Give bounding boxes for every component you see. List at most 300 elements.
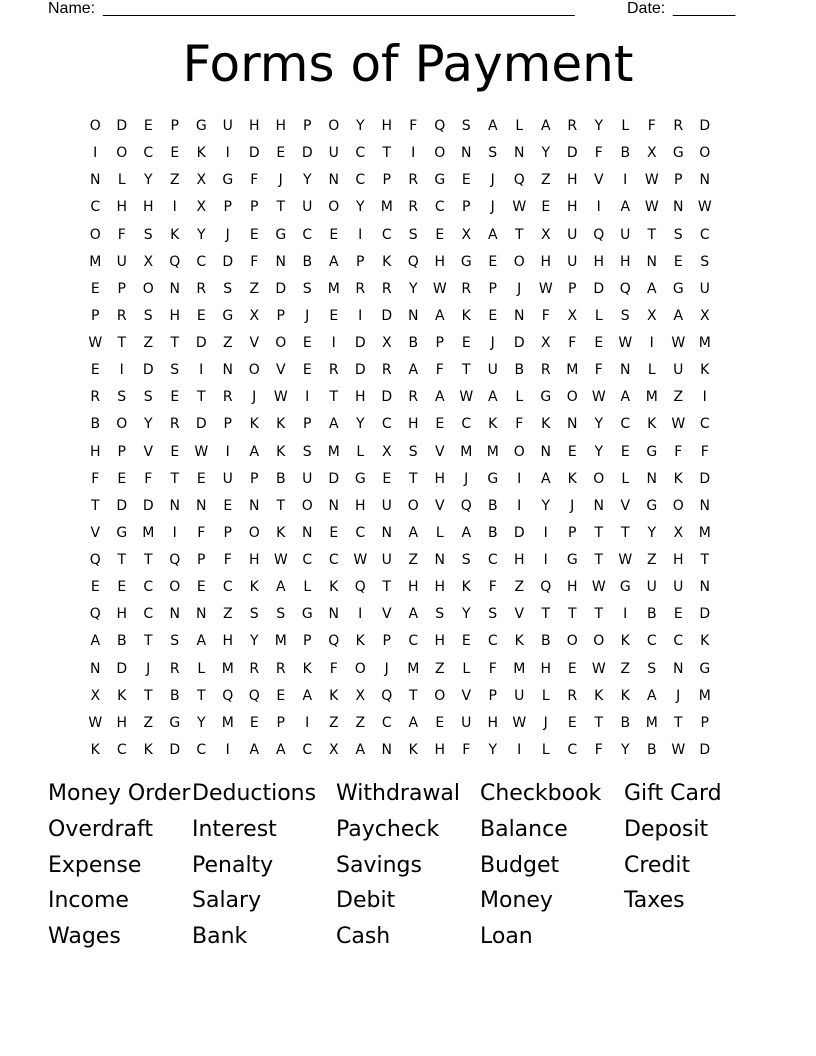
grid-letter: T bbox=[196, 687, 206, 704]
grid-letter: E bbox=[541, 199, 551, 216]
grid-letter: E bbox=[567, 443, 577, 460]
grid-letter: Z bbox=[646, 552, 657, 569]
grid-letter: W bbox=[591, 579, 606, 596]
grid-letter: O bbox=[275, 335, 287, 352]
grid-letter: P bbox=[674, 172, 683, 189]
grid-letter: K bbox=[514, 633, 524, 650]
grid-letter: E bbox=[329, 524, 339, 541]
grid-letter: C bbox=[620, 416, 631, 433]
grid-letter: N bbox=[275, 253, 286, 270]
grid-letter: D bbox=[513, 524, 525, 541]
grid-letter: K bbox=[673, 470, 683, 487]
grid-letter: W bbox=[591, 389, 606, 406]
grid-letter: M bbox=[698, 335, 711, 352]
grid-letter: X bbox=[196, 199, 207, 216]
grid-letter: W bbox=[432, 280, 447, 297]
grid-letter: U bbox=[567, 226, 578, 243]
grid-letter: F bbox=[515, 416, 524, 433]
grid-letter: U bbox=[381, 552, 392, 569]
grid-letter: O bbox=[89, 226, 101, 243]
grid-letter: H bbox=[540, 660, 552, 677]
grid-letter: G bbox=[460, 253, 472, 270]
grid-letter: L bbox=[117, 172, 126, 189]
grid-letter: O bbox=[566, 389, 578, 406]
grid-letter: K bbox=[700, 633, 710, 650]
grid-row bbox=[82, 574, 734, 601]
grid-letter: B bbox=[275, 470, 286, 487]
grid-letter: E bbox=[435, 226, 445, 243]
grid-letter: O bbox=[328, 199, 340, 216]
grid-letter: Y bbox=[461, 606, 471, 623]
grid-letter: D bbox=[142, 362, 154, 379]
grid-letter: D bbox=[301, 145, 313, 162]
grid-letter: F bbox=[541, 307, 550, 324]
grid-letter: G bbox=[672, 145, 684, 162]
grid-letter: T bbox=[117, 335, 127, 352]
grid-letter: W bbox=[591, 660, 606, 677]
grid-letter: A bbox=[328, 416, 339, 433]
grid-letter: D bbox=[699, 606, 711, 623]
grid-letter: H bbox=[89, 443, 101, 460]
grid-letter: P bbox=[223, 524, 232, 541]
grid-letter: V bbox=[275, 362, 286, 379]
date-blank-line: _______ bbox=[673, 0, 736, 17]
grid-letter: E bbox=[302, 362, 312, 379]
grid-letter: O bbox=[169, 579, 181, 596]
grid-letter: H bbox=[142, 199, 154, 216]
grid-letter: L bbox=[515, 389, 524, 406]
grid-letter: R bbox=[196, 280, 207, 297]
grid-letter: J bbox=[676, 687, 681, 704]
grid-letter: I bbox=[93, 145, 98, 162]
grid-letter: E bbox=[461, 633, 471, 650]
grid-letter: N bbox=[461, 145, 472, 162]
grid-letter: W bbox=[512, 199, 527, 216]
grid-letter: F bbox=[594, 362, 603, 379]
grid-letter: C bbox=[143, 145, 154, 162]
grid-letter: C bbox=[699, 226, 710, 243]
grid-letter: X bbox=[540, 335, 551, 352]
grid-letter: P bbox=[250, 470, 259, 487]
grid-letter: Q bbox=[89, 552, 101, 569]
grid-letter: O bbox=[434, 145, 446, 162]
grid-letter: A bbox=[540, 118, 551, 135]
grid-letter: W bbox=[644, 199, 659, 216]
grid-letter: D bbox=[699, 118, 711, 135]
grid-letter: I bbox=[305, 389, 310, 406]
grid-letter: J bbox=[305, 307, 310, 324]
grid-letter: F bbox=[594, 145, 603, 162]
grid-letter: Z bbox=[328, 714, 339, 731]
grid-letter: W bbox=[618, 335, 633, 352]
grid-letter: K bbox=[541, 416, 551, 433]
word-list-item: Gift Card bbox=[624, 781, 722, 806]
grid-letter: P bbox=[197, 552, 206, 569]
grid-letter: N bbox=[328, 606, 339, 623]
grid-row bbox=[82, 357, 734, 384]
grid-row bbox=[82, 683, 734, 710]
grid-letter: S bbox=[620, 307, 630, 324]
grid-letter: E bbox=[196, 579, 206, 596]
grid-letter: T bbox=[170, 335, 180, 352]
grid-letter: X bbox=[196, 172, 207, 189]
grid-letter: E bbox=[223, 497, 233, 514]
grid-letter: N bbox=[381, 741, 392, 758]
grid-letter: H bbox=[407, 579, 419, 596]
grid-letter: I bbox=[702, 389, 707, 406]
grid-letter: U bbox=[302, 470, 313, 487]
grid-letter: G bbox=[540, 389, 552, 406]
grid-letter: E bbox=[329, 226, 339, 243]
grid-letter: A bbox=[249, 443, 260, 460]
grid-row bbox=[82, 493, 734, 520]
grid-letter: Q bbox=[513, 172, 525, 189]
grid-letter: Q bbox=[381, 687, 393, 704]
grid-letter: K bbox=[408, 741, 418, 758]
grid-letter: X bbox=[646, 307, 657, 324]
grid-letter: G bbox=[195, 118, 207, 135]
grid-letter: A bbox=[408, 714, 419, 731]
grid-letter: K bbox=[700, 362, 710, 379]
grid-row bbox=[82, 601, 734, 628]
grid-letter: W bbox=[671, 335, 686, 352]
grid-letter: U bbox=[328, 145, 339, 162]
grid-letter: N bbox=[328, 497, 339, 514]
word-list-item: Money Order bbox=[48, 781, 191, 806]
grid-letter: A bbox=[355, 741, 366, 758]
grid-letter: O bbox=[407, 497, 419, 514]
grid-letter: D bbox=[169, 741, 181, 758]
grid-letter: I bbox=[119, 362, 124, 379]
grid-letter: F bbox=[117, 226, 126, 243]
grid-letter: L bbox=[647, 362, 656, 379]
grid-letter: N bbox=[567, 416, 578, 433]
grid-letter: E bbox=[382, 470, 392, 487]
word-list-item: Checkbook bbox=[480, 781, 602, 806]
grid-letter: G bbox=[619, 579, 631, 596]
grid-letter: R bbox=[381, 280, 392, 297]
grid-letter: S bbox=[408, 226, 418, 243]
word-list-item: Bank bbox=[192, 924, 248, 950]
grid-letter: E bbox=[488, 307, 498, 324]
grid-letter: N bbox=[90, 660, 101, 677]
grid-letter: A bbox=[275, 579, 286, 596]
grid-letter: Y bbox=[620, 741, 630, 758]
grid-letter: I bbox=[225, 741, 230, 758]
word-list-item: Withdrawal bbox=[336, 781, 461, 806]
grid-letter: H bbox=[354, 389, 366, 406]
grid-letter: Y bbox=[541, 145, 551, 162]
grid-letter: E bbox=[673, 606, 683, 623]
grid-letter: E bbox=[488, 253, 498, 270]
grid-letter: X bbox=[143, 253, 154, 270]
grid-letter: U bbox=[222, 470, 233, 487]
grid-letter: M bbox=[327, 443, 340, 460]
grid-letter: G bbox=[699, 660, 711, 677]
grid-letter: A bbox=[620, 199, 631, 216]
grid-letter: T bbox=[329, 389, 339, 406]
grid-letter: O bbox=[248, 524, 260, 541]
grid-letter: M bbox=[89, 253, 102, 270]
grid-letter: I bbox=[517, 497, 522, 514]
grid-letter: M bbox=[486, 443, 499, 460]
grid-row bbox=[82, 249, 734, 276]
grid-letter: Y bbox=[594, 118, 604, 135]
grid-letter: G bbox=[566, 552, 578, 569]
grid-letter: P bbox=[700, 714, 709, 731]
grid-letter: T bbox=[700, 552, 710, 569]
grid-letter: A bbox=[487, 389, 498, 406]
grid-letter: K bbox=[143, 741, 153, 758]
grid-letter: N bbox=[381, 524, 392, 541]
grid-row bbox=[82, 384, 734, 411]
grid-letter: L bbox=[197, 660, 206, 677]
grid-letter: H bbox=[619, 253, 631, 270]
grid-letter: C bbox=[646, 633, 657, 650]
grid-letter: H bbox=[434, 741, 446, 758]
grid-letter: O bbox=[142, 280, 154, 297]
grid-letter: R bbox=[169, 660, 180, 677]
grid-letter: N bbox=[673, 660, 684, 677]
grid-letter: Q bbox=[89, 606, 101, 623]
grid-letter: C bbox=[487, 552, 498, 569]
grid-letter: N bbox=[646, 253, 657, 270]
grid-letter: H bbox=[566, 199, 578, 216]
grid-letter: K bbox=[276, 443, 286, 460]
grid-letter: B bbox=[540, 633, 551, 650]
grid-letter: T bbox=[594, 552, 604, 569]
grid-letter: D bbox=[248, 145, 260, 162]
word-list-item: Taxes bbox=[624, 888, 685, 914]
grid-letter: T bbox=[276, 497, 286, 514]
grid-letter: D bbox=[566, 145, 578, 162]
grid-letter: Y bbox=[249, 633, 259, 650]
grid-letter: L bbox=[515, 118, 524, 135]
word-list-item: Deductions bbox=[192, 781, 317, 806]
grid-letter: A bbox=[90, 633, 101, 650]
grid-letter: J bbox=[570, 497, 575, 514]
grid-letter: A bbox=[275, 741, 286, 758]
word-list-item: Deposit bbox=[624, 816, 709, 842]
grid-letter: T bbox=[117, 552, 127, 569]
grid-letter: X bbox=[249, 307, 260, 324]
grid-letter: H bbox=[222, 633, 234, 650]
grid-letter: Q bbox=[619, 280, 631, 297]
grid-letter: E bbox=[249, 714, 259, 731]
grid-letter: K bbox=[249, 579, 259, 596]
grid-letter: A bbox=[302, 687, 313, 704]
page-title: Forms of Payment bbox=[182, 35, 634, 93]
grid-letter: K bbox=[329, 687, 339, 704]
grid-letter: Q bbox=[540, 579, 552, 596]
grid-letter: J bbox=[490, 335, 495, 352]
grid-letter: F bbox=[435, 362, 444, 379]
grid-letter: F bbox=[488, 660, 497, 677]
grid-letter: Q bbox=[169, 253, 181, 270]
grid-letter: J bbox=[252, 389, 257, 406]
grid-row bbox=[82, 167, 734, 194]
grid-letter: J bbox=[384, 660, 389, 677]
grid-letter: O bbox=[513, 443, 525, 460]
grid-letter: X bbox=[646, 145, 657, 162]
grid-letter: A bbox=[249, 741, 260, 758]
grid-letter: V bbox=[143, 443, 154, 460]
grid-letter: E bbox=[170, 443, 180, 460]
grid-letter: V bbox=[514, 606, 525, 623]
grid-letter: S bbox=[143, 226, 153, 243]
grid-letter: N bbox=[90, 172, 101, 189]
grid-letter: S bbox=[143, 307, 153, 324]
grid-letter: Q bbox=[460, 497, 472, 514]
grid-letter: S bbox=[143, 389, 153, 406]
grid-letter: Q bbox=[354, 579, 366, 596]
grid-letter: C bbox=[355, 172, 366, 189]
grid-letter: F bbox=[144, 470, 153, 487]
grid-row bbox=[82, 520, 734, 547]
grid-letter: Z bbox=[222, 335, 233, 352]
grid-letter: F bbox=[700, 443, 709, 460]
grid-letter: U bbox=[673, 362, 684, 379]
grid-letter: F bbox=[329, 660, 338, 677]
grid-letter: W bbox=[538, 280, 553, 297]
grid-letter: O bbox=[116, 145, 128, 162]
grid-letter: M bbox=[407, 660, 420, 677]
grid-row bbox=[82, 113, 734, 140]
grid-letter: U bbox=[699, 280, 710, 297]
grid-letter: K bbox=[249, 416, 259, 433]
grid-letter: H bbox=[116, 199, 128, 216]
grid-letter: T bbox=[408, 687, 418, 704]
grid-letter: Z bbox=[673, 389, 684, 406]
grid-letter: F bbox=[197, 524, 206, 541]
grid-letter: P bbox=[435, 335, 444, 352]
grid-letter: P bbox=[462, 199, 471, 216]
grid-letter: C bbox=[381, 416, 392, 433]
grid-letter: G bbox=[301, 606, 313, 623]
grid-letter: K bbox=[594, 687, 604, 704]
word-list-item: Paycheck bbox=[336, 816, 440, 842]
grid-letter: Z bbox=[434, 660, 445, 677]
grid-letter: S bbox=[302, 280, 312, 297]
grid-letter: D bbox=[699, 741, 711, 758]
grid-letter: B bbox=[620, 145, 631, 162]
grid-letter: O bbox=[513, 253, 525, 270]
grid-letter: P bbox=[382, 172, 391, 189]
grid-letter: R bbox=[90, 389, 101, 406]
grid-letter: T bbox=[647, 226, 657, 243]
grid-letter: E bbox=[329, 307, 339, 324]
grid-letter: T bbox=[673, 714, 683, 731]
grid-letter: A bbox=[196, 633, 207, 650]
grid-letter: K bbox=[382, 253, 392, 270]
grid-letter: I bbox=[331, 335, 336, 352]
grid-letter: K bbox=[170, 226, 180, 243]
grid-letter: K bbox=[90, 741, 100, 758]
grid-letter: T bbox=[408, 470, 418, 487]
grid-letter: E bbox=[620, 443, 630, 460]
grid-letter: C bbox=[302, 552, 313, 569]
grid-letter: L bbox=[435, 524, 444, 541]
grid-letter: H bbox=[513, 552, 525, 569]
grid-letter: Q bbox=[593, 226, 605, 243]
word-list-item: Savings bbox=[336, 852, 422, 878]
grid-letter: M bbox=[645, 389, 658, 406]
grid-letter: G bbox=[434, 172, 446, 189]
grid-letter: M bbox=[142, 524, 155, 541]
grid-letter: M bbox=[645, 714, 658, 731]
grid-letter: H bbox=[672, 552, 684, 569]
grid-letter: F bbox=[594, 741, 603, 758]
grid-letter: T bbox=[514, 226, 524, 243]
grid-letter: V bbox=[461, 687, 472, 704]
grid-letter: A bbox=[434, 389, 445, 406]
grid-letter: W bbox=[671, 416, 686, 433]
grid-letter: N bbox=[540, 443, 551, 460]
grid-row bbox=[82, 466, 734, 493]
grid-letter: W bbox=[644, 172, 659, 189]
grid-letter: W bbox=[697, 199, 712, 216]
grid-letter: U bbox=[222, 118, 233, 135]
grid-letter: I bbox=[199, 362, 204, 379]
grid-letter: T bbox=[276, 199, 286, 216]
grid-letter: B bbox=[487, 524, 498, 541]
grid-letter: P bbox=[91, 307, 100, 324]
grid-letter: Z bbox=[540, 172, 551, 189]
grid-letter: E bbox=[170, 389, 180, 406]
grid-letter: R bbox=[408, 199, 419, 216]
grid-letter: I bbox=[305, 714, 310, 731]
grid-letter: K bbox=[117, 687, 127, 704]
grid-letter: I bbox=[172, 524, 177, 541]
grid-letter: M bbox=[221, 660, 234, 677]
grid-letter: J bbox=[490, 199, 495, 216]
grid-letter: D bbox=[381, 389, 393, 406]
grid-letter: F bbox=[223, 552, 232, 569]
date-label: Date: bbox=[627, 0, 666, 17]
grid-letter: F bbox=[250, 253, 259, 270]
grid-letter: R bbox=[408, 172, 419, 189]
grid-letter: N bbox=[222, 362, 233, 379]
grid-letter: J bbox=[517, 280, 522, 297]
grid-letter: A bbox=[646, 280, 657, 297]
grid-letter: I bbox=[623, 172, 628, 189]
grid-letter: X bbox=[328, 741, 339, 758]
word-list-item: Cash bbox=[336, 924, 391, 950]
grid-letter: T bbox=[541, 606, 551, 623]
grid-letter: S bbox=[461, 118, 471, 135]
grid-letter: S bbox=[223, 280, 233, 297]
grid-letter: D bbox=[195, 416, 207, 433]
grid-letter: L bbox=[621, 470, 630, 487]
grid-letter: D bbox=[513, 335, 525, 352]
grid-letter: H bbox=[434, 579, 446, 596]
word-list-item: Loan bbox=[480, 924, 533, 950]
grid-letter: Y bbox=[143, 416, 153, 433]
grid-letter: E bbox=[435, 416, 445, 433]
grid-letter: G bbox=[672, 280, 684, 297]
grid-letter: A bbox=[487, 226, 498, 243]
grid-letter: R bbox=[673, 118, 684, 135]
grid-letter: Q bbox=[407, 253, 419, 270]
grid-letter: O bbox=[593, 633, 605, 650]
grid-letter: R bbox=[461, 280, 472, 297]
name-blank-line: _____________________________________________________ bbox=[103, 0, 575, 17]
grid-letter: Y bbox=[541, 497, 551, 514]
grid-letter: K bbox=[276, 524, 286, 541]
grid-letter: B bbox=[302, 253, 313, 270]
grid-letter: S bbox=[170, 633, 180, 650]
grid-letter: T bbox=[143, 687, 153, 704]
